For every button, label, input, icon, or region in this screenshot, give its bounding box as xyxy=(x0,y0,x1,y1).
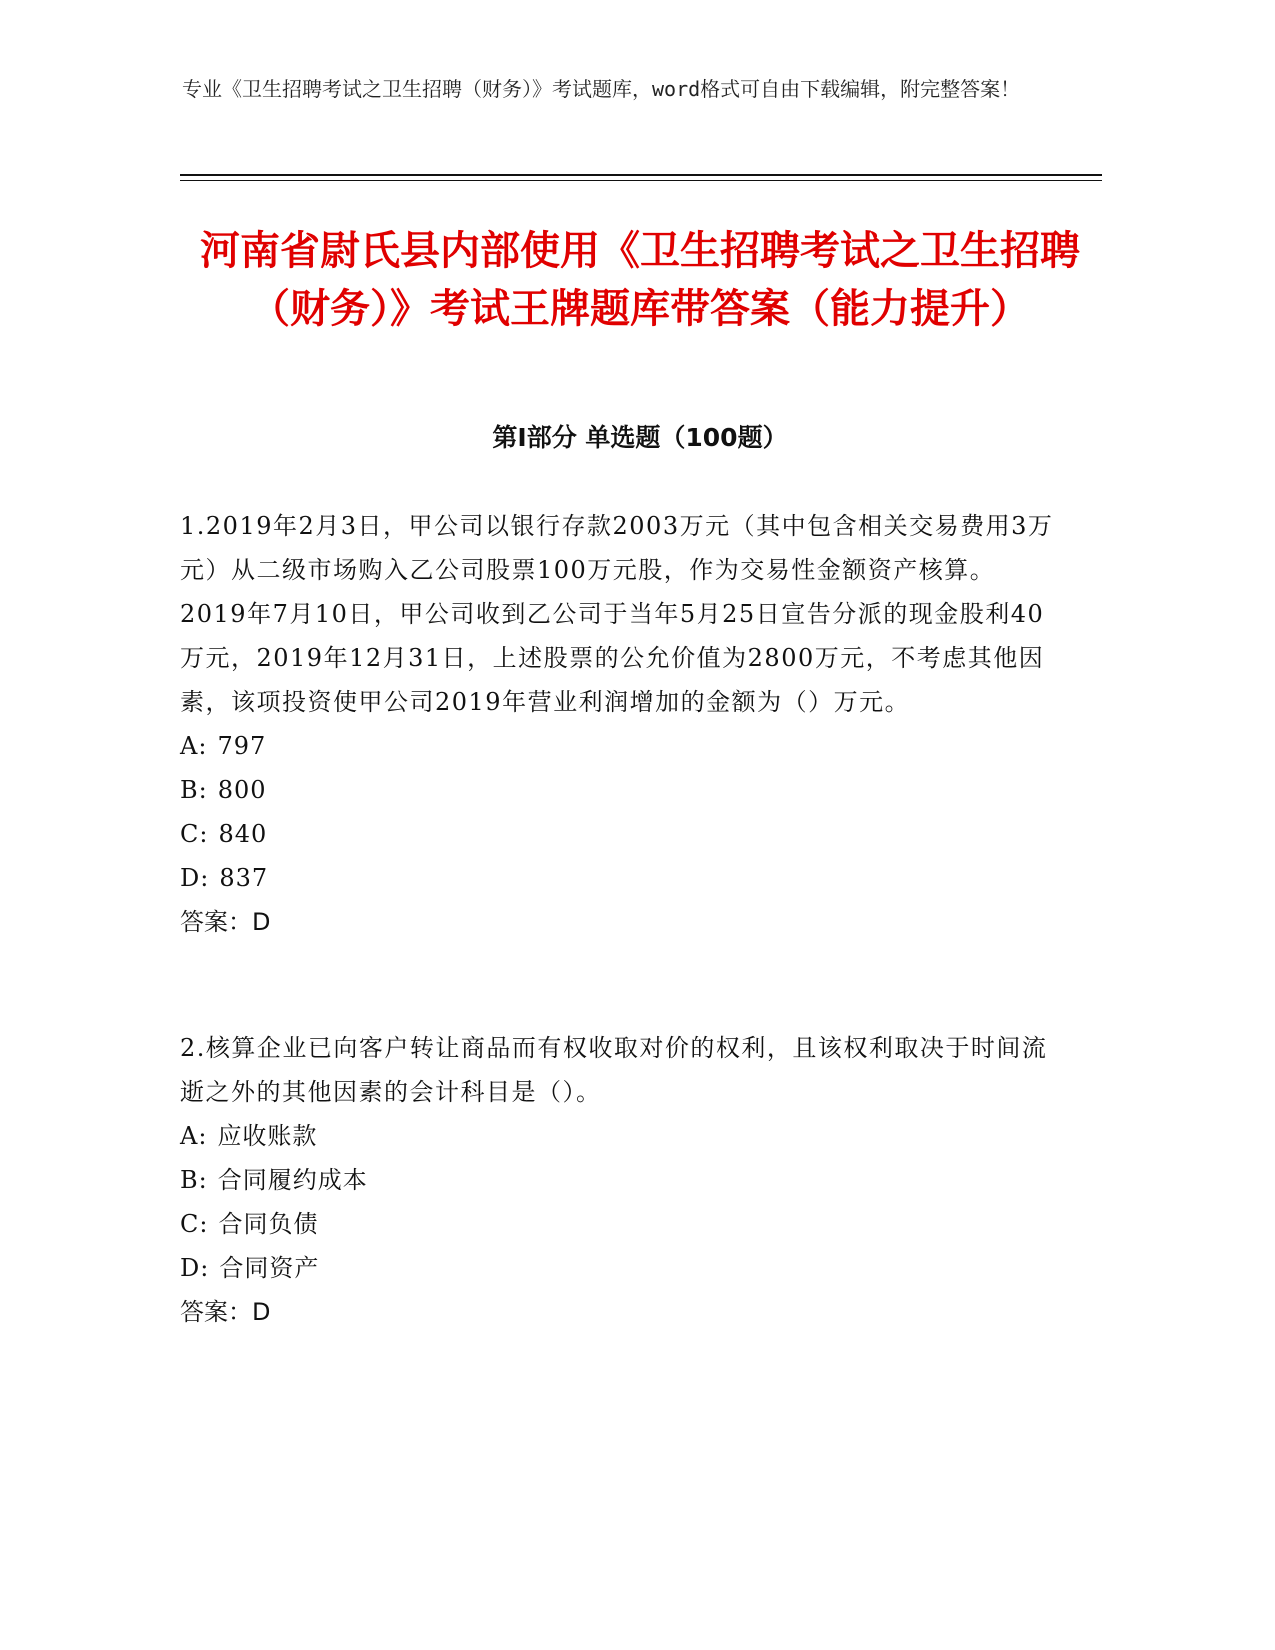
option-letter: B xyxy=(180,1166,199,1194)
option-text: 797 xyxy=(217,732,267,760)
option-letter: B xyxy=(180,776,199,804)
answer-line: 答案：D xyxy=(180,908,271,936)
answer-line: 答案：D xyxy=(180,1298,271,1326)
header-note: 专业《卫生招聘考试之卫生招聘（财务）》考试题库，word格式可自由下载编辑，附完整答案！ xyxy=(182,77,1021,101)
option-separator: : xyxy=(200,864,210,892)
option-letter: A xyxy=(180,1122,199,1150)
option-b xyxy=(180,1158,1060,1202)
question-stem: 2.核算企业已向客户转让商品而有权收取对价的权利，且该权利取决于时间流逝之外的其他因素的会计科目是（）。 xyxy=(180,1034,1048,1106)
option-d xyxy=(180,856,1060,900)
option-separator: : xyxy=(198,776,208,804)
option-b xyxy=(180,768,1060,812)
document-title: 河南省尉氏县内部使用《卫生招聘考试之卫生招聘（财务）》考试王牌题库带答案（能力提升） xyxy=(200,228,1080,332)
question-2 xyxy=(180,1026,1060,1334)
option-text: 合同负债 xyxy=(218,1210,319,1238)
option-text: 合同资产 xyxy=(219,1254,320,1282)
question-1 xyxy=(180,504,1060,944)
option-letter: C xyxy=(180,820,200,848)
option-letter: C xyxy=(180,1210,200,1238)
option-separator: : xyxy=(198,1166,208,1194)
option-text: 800 xyxy=(217,776,267,804)
option-d xyxy=(180,1246,1060,1290)
option-text: 应收账款 xyxy=(217,1122,318,1150)
option-separator: : xyxy=(199,820,209,848)
option-letter: D xyxy=(180,1254,201,1282)
header-divider-thin xyxy=(180,180,1102,181)
option-separator: : xyxy=(198,1122,208,1150)
option-separator: : xyxy=(200,1254,210,1282)
option-letter: A xyxy=(180,732,199,760)
option-a xyxy=(180,724,1060,768)
section-title: 第I部分 单选题（100题） xyxy=(492,423,788,452)
header-divider xyxy=(180,174,1102,176)
option-text: 合同履约成本 xyxy=(217,1166,368,1194)
option-text: 837 xyxy=(219,864,269,892)
option-text: 840 xyxy=(218,820,268,848)
option-separator: : xyxy=(198,732,208,760)
option-c xyxy=(180,1202,1060,1246)
option-c xyxy=(180,812,1060,856)
question-stem: 1.2019年2月3日，甲公司以银行存款2003万元（其中包含相关交易费用3万元）从二级市场购入乙公司股票100万元股，作为交易性金额资产核算。2019年7月10日，甲公司收到乙公司于当年5月25日宣告分派的现金股利40万元，2019年12月31日，上述股票的公允价值为2800万元，不考虑其他因素，该项投资使甲公司2019年营业利润增加的金额为（）万元。 xyxy=(180,512,1054,716)
option-a xyxy=(180,1114,1060,1158)
option-letter: D xyxy=(180,864,201,892)
option-separator: : xyxy=(199,1210,209,1238)
